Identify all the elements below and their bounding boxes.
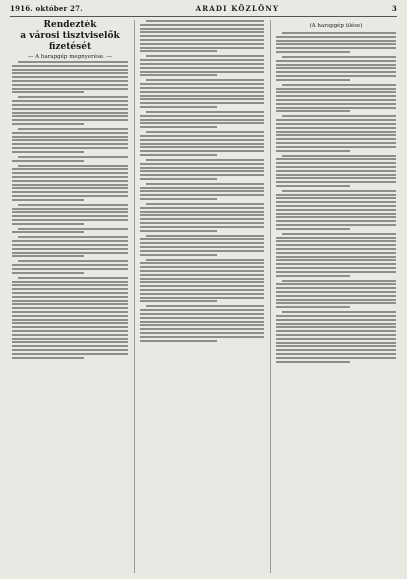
text-line (12, 80, 128, 82)
text-line (276, 201, 396, 203)
text-paragraph (276, 115, 396, 151)
text-line (12, 330, 128, 332)
text-line (276, 51, 350, 53)
text-line (146, 79, 264, 81)
text-line (146, 20, 264, 22)
text-paragraph (140, 159, 264, 180)
text-line (276, 349, 396, 351)
text-line (18, 260, 128, 262)
text-line (140, 262, 264, 264)
text-line (12, 160, 84, 162)
text-line (140, 31, 264, 33)
text-line (12, 281, 128, 283)
text-line (12, 176, 128, 178)
text-line (276, 142, 396, 144)
text-line (12, 76, 128, 78)
text-paragraph (12, 236, 128, 257)
text-line (140, 297, 264, 299)
text-line (12, 215, 128, 217)
text-line (276, 103, 396, 105)
text-line (140, 43, 264, 45)
text-line (276, 295, 396, 297)
text-line (12, 353, 128, 355)
text-line (276, 283, 396, 285)
text-line (12, 319, 128, 321)
text-paragraph (12, 96, 128, 125)
text-line (282, 115, 396, 117)
text-line (12, 104, 128, 106)
text-line (140, 24, 264, 26)
text-line (12, 219, 128, 221)
text-paragraph (12, 204, 128, 225)
text-line (276, 338, 396, 340)
text-paragraph (276, 233, 396, 277)
text-line (276, 185, 350, 187)
text-line (282, 84, 396, 86)
text-paragraph (12, 61, 128, 93)
text-line (12, 288, 128, 290)
text-line (140, 328, 264, 330)
column-rule (270, 20, 271, 573)
text-line (140, 39, 264, 41)
text-line (140, 309, 264, 311)
text-paragraph (276, 84, 396, 113)
text-line (276, 95, 396, 97)
text-line (140, 187, 264, 189)
text-line (276, 342, 396, 344)
text-line (276, 67, 396, 69)
text-line (12, 307, 128, 309)
text-line (140, 102, 264, 104)
text-line (140, 35, 264, 37)
text-line (276, 361, 350, 363)
text-line (276, 213, 396, 215)
text-paragraph (140, 305, 264, 341)
text-line (140, 115, 264, 117)
column-2 (140, 20, 264, 573)
text-line (276, 99, 396, 101)
column-3-body (276, 32, 396, 363)
text-line (12, 72, 128, 74)
text-line (12, 341, 128, 343)
text-line (18, 61, 128, 63)
text-line (18, 128, 128, 130)
text-line (12, 100, 128, 102)
text-line (12, 180, 128, 182)
text-line (282, 155, 396, 157)
text-line (140, 207, 264, 209)
text-line (276, 174, 396, 176)
text-paragraph (140, 235, 264, 256)
text-line (140, 281, 264, 283)
text-line (12, 143, 128, 145)
text-line (18, 96, 128, 98)
text-line (12, 91, 84, 93)
text-line (140, 174, 264, 176)
text-line (18, 156, 128, 158)
text-line (276, 205, 396, 207)
text-paragraph (140, 131, 264, 156)
text-line (276, 259, 396, 261)
text-line (276, 107, 396, 109)
text-line (276, 197, 396, 199)
text-line (140, 300, 217, 302)
text-line (12, 231, 84, 233)
issue-date: 1916. október 27. (10, 4, 83, 13)
text-line (140, 254, 217, 256)
text-line (140, 95, 264, 97)
text-line (140, 167, 264, 169)
text-line (12, 223, 84, 225)
text-line (140, 289, 264, 291)
text-line (140, 71, 264, 73)
text-line (140, 242, 264, 244)
text-line (146, 203, 264, 205)
text-line (276, 146, 396, 148)
text-paragraph (276, 311, 396, 362)
text-line (146, 305, 264, 307)
text-line (12, 139, 128, 141)
text-line (276, 127, 396, 129)
text-line (140, 139, 264, 141)
paper-title: ARADI KÖZLÖNY (195, 4, 280, 13)
text-line (276, 267, 396, 269)
text-paragraph (12, 156, 128, 162)
text-line (140, 98, 264, 100)
text-line (140, 67, 264, 69)
text-line (12, 240, 128, 242)
text-line (276, 43, 396, 45)
text-line (140, 226, 264, 228)
column-2-body (140, 20, 264, 342)
text-line (12, 191, 128, 193)
text-line (140, 83, 264, 85)
text-line (276, 88, 396, 90)
text-line (12, 303, 128, 305)
text-line (276, 287, 396, 289)
article-headline: Rendezték a városi tisztviselők fizetését (20, 20, 120, 52)
text-paragraph (140, 55, 264, 76)
text-line (12, 300, 128, 302)
text-line (276, 91, 396, 93)
text-line (140, 135, 264, 137)
text-line (12, 296, 128, 298)
text-line (140, 274, 264, 276)
text-line (140, 170, 264, 172)
page-number: 3 (391, 4, 397, 13)
text-line (140, 270, 264, 272)
column-3 (276, 20, 396, 573)
text-line (276, 150, 350, 152)
text-line (276, 319, 396, 321)
text-line (12, 69, 128, 71)
text-line (12, 349, 128, 351)
section-heading: (A harapgép ülése) (309, 23, 363, 29)
text-line (140, 50, 217, 52)
text-line (276, 334, 396, 336)
text-line (276, 275, 350, 277)
text-line (12, 322, 128, 324)
text-line (140, 126, 217, 128)
text-paragraph (276, 190, 396, 230)
text-line (276, 326, 396, 328)
text-line (12, 334, 128, 336)
text-line (276, 216, 396, 218)
text-line (140, 222, 264, 224)
text-line (276, 323, 396, 325)
text-line (276, 47, 396, 49)
text-line (12, 338, 128, 340)
text-line (146, 183, 264, 185)
text-line (140, 340, 217, 342)
text-line (282, 233, 396, 235)
text-line (12, 311, 128, 313)
text-line (12, 195, 128, 197)
text-paragraph (140, 79, 264, 108)
text-line (146, 111, 264, 113)
text-line (140, 178, 217, 180)
text-line (276, 240, 396, 242)
text-line (276, 302, 396, 304)
text-paragraph (276, 56, 396, 81)
text-line (276, 64, 396, 66)
text-line (12, 187, 128, 189)
text-line (12, 108, 128, 110)
text-line (140, 336, 264, 338)
text-line (12, 184, 128, 186)
text-line (140, 146, 264, 148)
text-paragraph (12, 228, 128, 234)
text-paragraph (276, 32, 396, 53)
text-line (12, 244, 128, 246)
text-paragraph (12, 277, 128, 359)
text-line (12, 264, 128, 266)
text-paragraph (276, 280, 396, 309)
text-line (276, 75, 396, 77)
text-line (276, 244, 396, 246)
text-line (282, 32, 396, 34)
text-line (140, 122, 264, 124)
text-line (276, 330, 396, 332)
text-line (276, 131, 396, 133)
text-paragraph (140, 183, 264, 200)
column-1 (12, 20, 128, 573)
text-paragraph (276, 155, 396, 187)
text-line (12, 132, 128, 134)
text-line (276, 237, 396, 239)
text-line (140, 211, 264, 213)
text-line (146, 259, 264, 261)
text-line (12, 357, 84, 359)
text-line (140, 154, 217, 156)
text-line (140, 332, 264, 334)
text-line (146, 55, 264, 57)
text-line (276, 291, 396, 293)
text-line (276, 209, 396, 211)
text-line (12, 292, 128, 294)
text-line (12, 268, 128, 270)
text-line (276, 71, 396, 73)
text-line (12, 151, 84, 153)
text-line (276, 79, 350, 81)
text-line (12, 119, 128, 121)
masthead (10, 4, 397, 16)
text-line (12, 84, 128, 86)
text-line (276, 194, 396, 196)
text-line (12, 172, 128, 174)
text-line (140, 143, 264, 145)
text-line (276, 119, 396, 121)
text-line (276, 162, 396, 164)
text-line (140, 266, 264, 268)
text-paragraph (12, 128, 128, 153)
text-line (276, 224, 396, 226)
text-line (276, 353, 396, 355)
text-paragraph (140, 203, 264, 232)
text-line (140, 47, 264, 49)
text-line (12, 199, 84, 201)
text-line (12, 88, 128, 90)
text-line (276, 170, 396, 172)
text-line (276, 177, 396, 179)
text-line (140, 28, 264, 30)
text-line (12, 255, 84, 257)
text-line (276, 138, 396, 140)
text-line (276, 306, 350, 308)
text-line (140, 87, 264, 89)
text-line (276, 256, 396, 258)
text-line (18, 204, 128, 206)
text-line (140, 317, 264, 319)
text-line (18, 228, 128, 230)
text-line (12, 115, 128, 117)
text-paragraph (140, 259, 264, 303)
text-paragraph (140, 111, 264, 128)
text-line (12, 123, 84, 125)
text-line (282, 56, 396, 58)
text-line (276, 166, 396, 168)
text-line (140, 59, 264, 61)
text-line (140, 285, 264, 287)
text-line (140, 293, 264, 295)
text-line (140, 194, 264, 196)
text-line (140, 198, 217, 200)
text-paragraph (12, 165, 128, 201)
text-line (18, 277, 128, 279)
text-line (18, 236, 128, 238)
text-line (146, 159, 264, 161)
text-line (140, 321, 264, 323)
text-line (140, 106, 217, 108)
text-line (276, 345, 396, 347)
text-line (276, 36, 396, 38)
text-line (146, 131, 264, 133)
text-line (140, 150, 264, 152)
text-paragraph (140, 20, 264, 52)
text-line (140, 214, 264, 216)
text-line (276, 181, 396, 183)
column-rule (134, 20, 135, 573)
text-line (12, 112, 128, 114)
text-line (140, 278, 264, 280)
text-line (282, 190, 396, 192)
text-line (140, 91, 264, 93)
text-line (12, 252, 128, 254)
text-line (276, 315, 396, 317)
text-line (18, 165, 128, 167)
text-line (276, 158, 396, 160)
text-line (140, 163, 264, 165)
text-line (276, 60, 396, 62)
text-line (276, 220, 396, 222)
text-line (140, 250, 264, 252)
text-line (12, 168, 128, 170)
masthead-rule (10, 16, 397, 17)
text-line (140, 190, 264, 192)
text-line (276, 271, 396, 273)
text-line (12, 65, 128, 67)
text-line (12, 345, 128, 347)
text-line (140, 74, 217, 76)
text-line (276, 357, 396, 359)
text-line (12, 326, 128, 328)
text-line (140, 313, 264, 315)
text-line (140, 324, 264, 326)
text-line (276, 248, 396, 250)
text-line (276, 123, 396, 125)
text-line (12, 248, 128, 250)
text-line (140, 119, 264, 121)
column-1-body (12, 61, 128, 359)
text-line (276, 134, 396, 136)
article-subhead: — A harapgép megnyerése. — (27, 54, 113, 60)
text-line (276, 228, 350, 230)
text-line (12, 208, 128, 210)
text-line (276, 263, 396, 265)
text-line (12, 136, 128, 138)
text-line (12, 147, 128, 149)
text-line (140, 218, 264, 220)
text-line (140, 238, 264, 240)
text-line (140, 246, 264, 248)
text-paragraph (12, 260, 128, 273)
text-line (276, 299, 396, 301)
text-line (276, 110, 350, 112)
text-line (276, 252, 396, 254)
text-line (12, 272, 84, 274)
text-line (146, 235, 264, 237)
text-line (12, 284, 128, 286)
text-line (140, 230, 217, 232)
text-line (12, 211, 128, 213)
text-line (12, 315, 128, 317)
text-line (282, 311, 396, 313)
text-line (282, 280, 396, 282)
text-line (140, 63, 264, 65)
text-line (276, 40, 396, 42)
